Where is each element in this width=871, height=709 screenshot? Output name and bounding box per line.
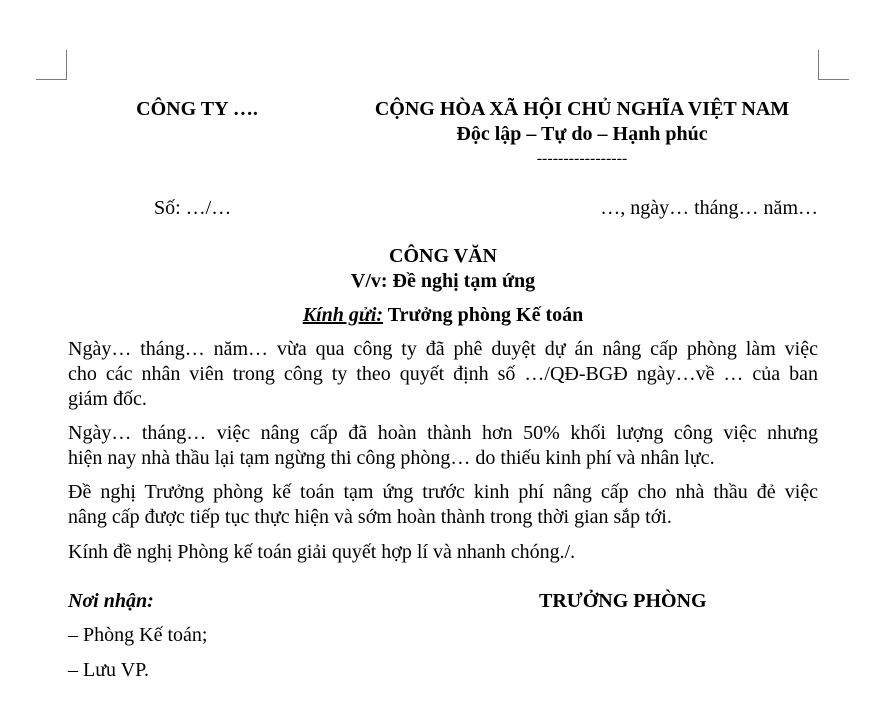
paragraph-1-line-1: Ngày… tháng… năm… vừa qua công ty đã phê duyệt dự án nâng cấp phòng làm việc: [68, 338, 818, 360]
nation-title: CỘNG HÒA XÃ HỘI CHỦ NGHĨA VIỆT NAM: [374, 98, 790, 120]
paragraph-1-line-3: giám đốc.: [68, 388, 147, 410]
document-date: …, ngày… tháng… năm…: [600, 197, 818, 219]
paragraph-2: [68, 421, 818, 471]
crop-mark-top-left-vertical: [66, 50, 67, 80]
signer-title: TRƯỞNG PHÒNG: [539, 590, 707, 612]
national-motto: Độc lập – Tự do – Hạnh phúc: [456, 123, 708, 145]
recipient-item: – Phòng Kế toán;: [68, 624, 208, 646]
recipient-prefix: Kính gửi:: [302, 304, 384, 326]
recipients-label: Nơi nhận:: [68, 590, 154, 612]
paragraph-4: [68, 540, 818, 565]
paragraph-1: [68, 337, 818, 412]
paragraph-2-line-2: hiện nay nhà thầu lại tạm ngừng thi công phòng… do thiếu kinh phí và nhân lực.: [68, 447, 715, 469]
company-name: CÔNG TY ….: [136, 98, 258, 120]
recipient-line: [68, 303, 818, 327]
crop-mark-top-right-vertical: [818, 50, 819, 80]
paragraph-2-line-1: Ngày… tháng… việc nâng cấp đã hoàn thành hơn 50% khối lượng công việc nhưng: [68, 422, 818, 444]
recipient-item: – Lưu VP.: [68, 659, 150, 681]
recipient-name: Trưởng phòng Kế toán: [383, 304, 584, 326]
crop-mark-top-right-horizontal: [818, 79, 849, 80]
header-separator: -----------------: [536, 150, 628, 167]
paragraph-3: [68, 480, 818, 530]
paragraph-1-line-2: cho các nhân viên trong công ty theo quyết định số …/QĐ-BGĐ ngày…về … của ban: [68, 363, 818, 385]
document-subject: V/v: Đề nghị tạm ứng: [350, 270, 536, 292]
crop-mark-top-left-horizontal: [36, 79, 67, 80]
paragraph-4-line-1: Kính đề nghị Phòng kế toán giải quyết hợp lí và nhanh chóng./.: [68, 541, 576, 563]
paragraph-3-line-2: nâng cấp được tiếp tục thực hiện và sớm hoàn thành trong thời gian sắp tới.: [68, 506, 672, 528]
document-title: CÔNG VĂN: [389, 245, 497, 267]
paragraph-3-line-1: Đề nghị Trưởng phòng kế toán tạm ứng trước kinh phí nâng cấp cho nhà thầu đẻ việc: [68, 481, 818, 503]
document-number: Số: …/…: [154, 197, 232, 219]
